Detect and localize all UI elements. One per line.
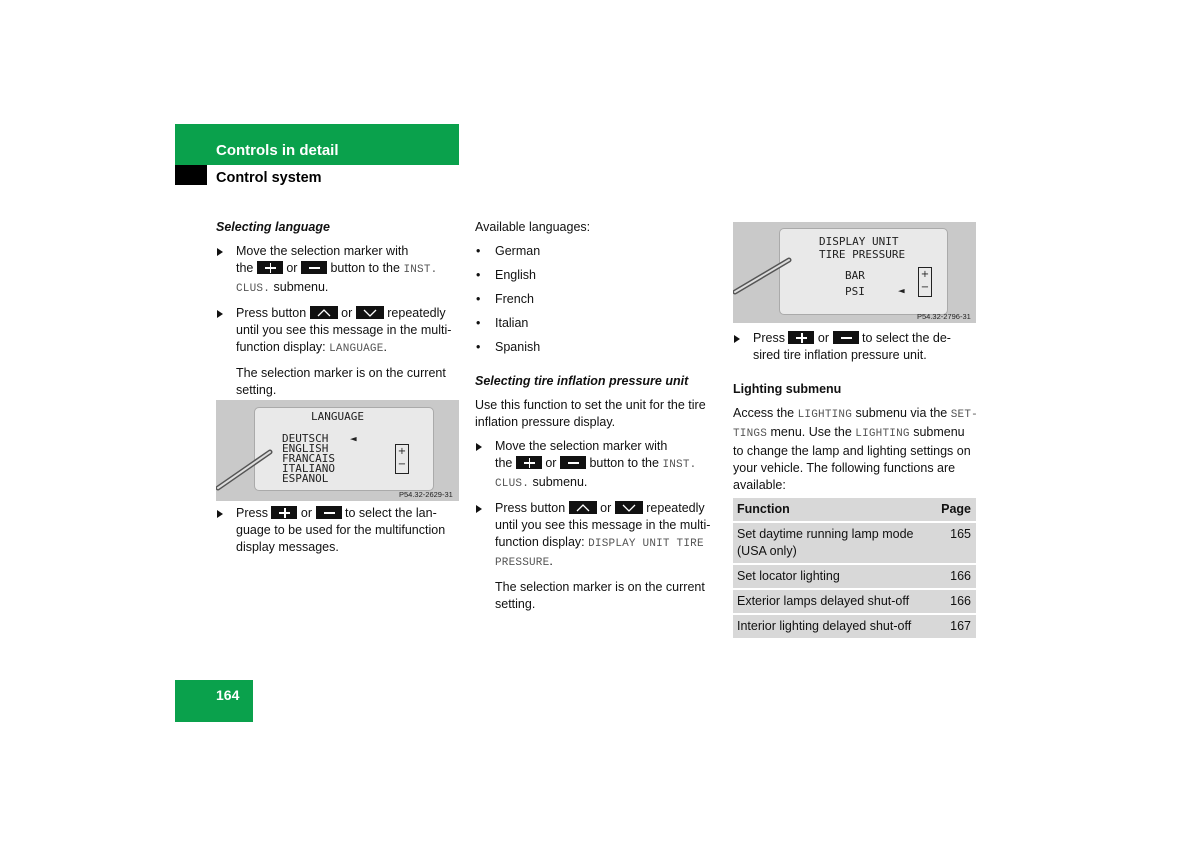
heading-tire-pressure-unit: Selecting tire inflation pressure unit bbox=[475, 374, 689, 388]
table-row bbox=[733, 565, 976, 588]
step-bullet-icon bbox=[217, 510, 223, 518]
plus-button-icon bbox=[788, 331, 814, 344]
note-selection-marker: The selection marker is on the current setting. bbox=[236, 366, 446, 397]
minus-button-icon bbox=[560, 456, 586, 469]
lcd-title: DISPLAY UNIT bbox=[819, 235, 899, 248]
table-cell-page: 166 bbox=[927, 590, 976, 613]
step-press-button: Press button or repeatedly until you see this message in the multi- function display: DISPLAY UNIT TIRE PRESSURE. The selection marker is on the current setting. bbox=[475, 500, 721, 613]
plus-button-icon bbox=[271, 506, 297, 519]
lcd-option: DEUTSCH bbox=[282, 432, 329, 445]
note-selection-marker: The selection marker is on the current setting. bbox=[495, 580, 705, 611]
heading-lighting-submenu: Lighting submenu bbox=[733, 382, 842, 396]
table-cell-function: Set daytime running lamp mode (USA only) bbox=[733, 523, 927, 563]
column-2 bbox=[475, 219, 721, 613]
table-header-page: Page bbox=[927, 498, 976, 521]
image-code: P54.32-2796-31 bbox=[917, 312, 971, 321]
lcd-option: PSI bbox=[845, 285, 865, 298]
list-item: • Italian bbox=[475, 315, 721, 332]
stylus-pointer-icon bbox=[733, 222, 976, 323]
table-cell-page: 167 bbox=[927, 615, 976, 638]
page-number-box bbox=[175, 680, 253, 722]
up-arrow-button-icon bbox=[310, 306, 338, 319]
minus-button-icon bbox=[833, 331, 859, 344]
step-bullet-icon bbox=[734, 335, 740, 343]
table-header-row bbox=[733, 498, 976, 521]
table-cell-page: 166 bbox=[927, 565, 976, 588]
step-select-unit: Press or to select the de- sired tire inflation pressure unit. bbox=[733, 330, 979, 364]
lcd-title: LANGUAGE bbox=[311, 410, 364, 423]
plus-minus-indicator: + − bbox=[395, 444, 409, 474]
lcd-option: BAR bbox=[845, 269, 865, 282]
table-row bbox=[733, 590, 976, 613]
lcd-option: ENGLISH bbox=[282, 442, 329, 455]
page-number: 164 bbox=[216, 687, 240, 703]
selection-marker-icon: ◄ bbox=[350, 432, 357, 445]
header-tab-marker bbox=[175, 165, 207, 185]
table-cell-function: Set locator lighting bbox=[733, 565, 927, 588]
table-cell-page: 165 bbox=[927, 523, 976, 563]
section-title: Controls in detail bbox=[216, 142, 339, 159]
step-bullet-icon bbox=[217, 248, 223, 256]
lcd-option: ESPANOL bbox=[282, 472, 329, 485]
list-item: • English bbox=[475, 267, 721, 284]
languages-intro: Available languages: bbox=[475, 220, 591, 234]
minus-button-icon bbox=[316, 506, 342, 519]
column-1-lower bbox=[216, 505, 462, 556]
step-bullet-icon bbox=[476, 505, 482, 513]
lcd-option: ITALIANO bbox=[282, 462, 335, 475]
languages-list bbox=[475, 243, 721, 356]
step-press-button: Press button or repeatedly until you see this message in the multi- function display: LANGUAGE. The selection marker is on the current setting. bbox=[216, 305, 462, 399]
minus-button-icon bbox=[301, 261, 327, 274]
step-select-language: Press or to select the lan- guage to be used for the multifunction display messages. bbox=[216, 505, 462, 556]
heading-selecting-language: Selecting language bbox=[216, 220, 330, 234]
column-3 bbox=[733, 330, 979, 494]
plus-button-icon bbox=[516, 456, 542, 469]
table-header-function: Function bbox=[733, 498, 927, 521]
lcd-option: FRANCAIS bbox=[282, 452, 335, 465]
language-display-image bbox=[216, 400, 459, 501]
plus-minus-indicator: + − bbox=[918, 267, 932, 297]
step-move-marker: Move the selection marker with the or button to the INST. CLUS. submenu. bbox=[216, 243, 462, 298]
image-code: P54.32-2629-31 bbox=[399, 490, 453, 499]
down-arrow-button-icon bbox=[615, 501, 643, 514]
column-1 bbox=[216, 219, 462, 399]
section-subtitle: Control system bbox=[216, 170, 322, 186]
plus-button-icon bbox=[257, 261, 283, 274]
table-cell-function: Exterior lamps delayed shut-off bbox=[733, 590, 927, 613]
stylus-pointer-icon bbox=[216, 400, 459, 501]
selection-marker-icon: ◄ bbox=[898, 284, 905, 297]
list-item: • French bbox=[475, 291, 721, 308]
lcd-subtitle: TIRE PRESSURE bbox=[819, 248, 906, 261]
list-item: • Spanish bbox=[475, 339, 721, 356]
list-item: • German bbox=[475, 243, 721, 260]
up-arrow-button-icon bbox=[569, 501, 597, 514]
tire-pressure-display-image bbox=[733, 222, 976, 323]
table-row bbox=[733, 615, 976, 638]
tire-pressure-description: Use this function to set the unit for the tire inflation pressure display. bbox=[475, 398, 706, 429]
table-cell-function: Interior lighting delayed shut-off bbox=[733, 615, 927, 638]
step-bullet-icon bbox=[476, 443, 482, 451]
table-row bbox=[733, 523, 976, 563]
lighting-functions-table bbox=[733, 496, 976, 640]
step-bullet-icon bbox=[217, 310, 223, 318]
step-move-marker: Move the selection marker with the or button to the INST. CLUS. submenu. bbox=[475, 438, 721, 493]
down-arrow-button-icon bbox=[356, 306, 384, 319]
lighting-description: Access the LIGHTING submenu via the SET- TINGS menu. Use the LIGHTING submenu to change the lamp and lighting settings on your vehicle. The following functions are available: bbox=[733, 406, 978, 492]
